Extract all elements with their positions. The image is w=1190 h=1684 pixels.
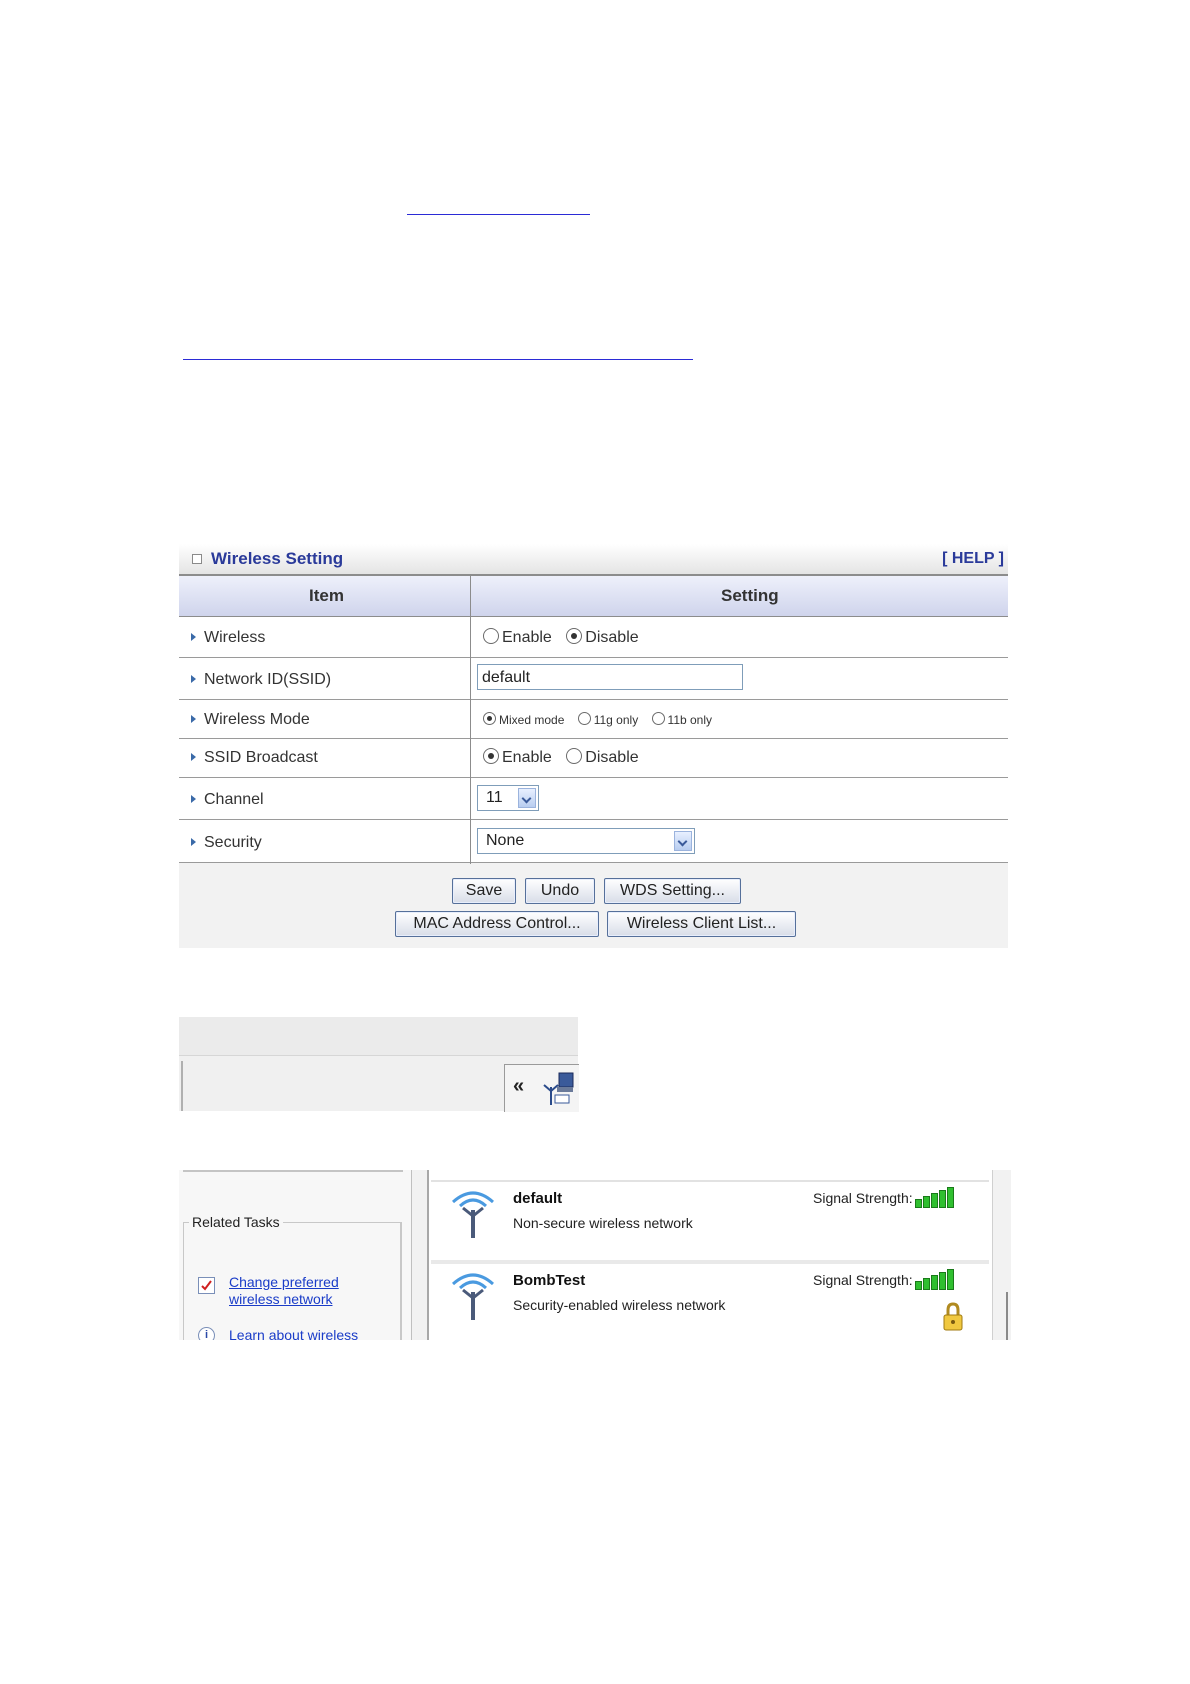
link-underline-2[interactable] (183, 359, 693, 360)
taskbar-strip (179, 1017, 578, 1111)
link-underline-1[interactable] (407, 214, 590, 215)
signal-strength-icon (915, 1188, 955, 1208)
chevron-down-icon[interactable] (674, 831, 692, 851)
wireless-enable-option[interactable] (483, 629, 552, 646)
option-label: 11g only (593, 713, 639, 727)
triangle-bullet-icon (191, 753, 196, 761)
ssid-input[interactable]: default (477, 664, 743, 690)
radio-button-icon[interactable] (483, 628, 499, 644)
wireless-setting-panel (179, 544, 1008, 948)
table-row-channel (179, 778, 1008, 820)
channel-select[interactable] (477, 785, 539, 811)
option-label: 11b only (667, 713, 713, 727)
radio-button-selected-icon[interactable] (483, 712, 496, 725)
wireless-disable-option[interactable] (566, 629, 638, 646)
signal-bar (923, 1278, 930, 1290)
network-item-default[interactable] (431, 1180, 989, 1258)
option-label: Disable (585, 629, 639, 646)
table-header (179, 576, 1008, 617)
column-header-setting: Setting (721, 586, 779, 605)
wireless-antenna-icon (445, 1266, 501, 1322)
table-row-ssid-broadcast (179, 739, 1008, 778)
row-label-ssid (191, 671, 331, 689)
row-label-wireless-mode (191, 711, 310, 729)
row-label-ssid-broadcast (191, 749, 318, 767)
triangle-bullet-icon (191, 633, 196, 641)
wireless-radio-group (483, 628, 649, 647)
checklist-icon (198, 1277, 215, 1294)
network-name: default (513, 1190, 563, 1207)
available-networks-list (427, 1170, 1011, 1340)
related-tasks-pane (179, 1170, 411, 1340)
square-bullet-icon (192, 554, 202, 564)
triangle-bullet-icon (191, 675, 196, 683)
lock-icon (943, 1302, 963, 1332)
triangle-bullet-icon (191, 715, 196, 723)
triangle-bullet-icon (191, 795, 196, 803)
related-tasks-title: Related Tasks (189, 1214, 283, 1230)
option-label: Enable (502, 749, 552, 766)
signal-bar (947, 1187, 954, 1208)
info-icon: i (198, 1327, 215, 1340)
change-preferred-network-link[interactable] (229, 1274, 339, 1308)
mode-11g-option[interactable] (578, 713, 638, 727)
signal-bar (931, 1275, 938, 1290)
signal-strength-label: Signal Strength: (813, 1272, 913, 1288)
table-row-wireless (179, 617, 1008, 658)
selected-value: 11 (486, 789, 503, 806)
network-description: Non-secure wireless network (513, 1215, 693, 1231)
radio-button-selected-icon[interactable] (566, 628, 582, 644)
signal-bar (915, 1199, 922, 1208)
row-label-channel (191, 791, 264, 809)
row-label-wireless (191, 629, 265, 647)
label-text: Wireless Mode (204, 711, 310, 728)
wireless-network-connection-panel (179, 1170, 1011, 1340)
taskbar-edge (181, 1061, 183, 1111)
option-label: Mixed mode (499, 713, 565, 727)
security-select[interactable] (477, 828, 695, 854)
pane-divider (183, 1170, 403, 1172)
network-name: BombTest (513, 1272, 586, 1289)
label-text: Security (204, 834, 262, 851)
selected-value: None (486, 832, 525, 849)
panel-title: Wireless Setting (211, 549, 344, 568)
signal-strength-label: Signal Strength: (813, 1190, 913, 1206)
network-description: Security-enabled wireless network (513, 1297, 726, 1313)
label-text: Wireless (204, 629, 266, 646)
label-text: Network ID(SSID) (204, 671, 332, 688)
panel-titlebar (179, 544, 1008, 576)
triangle-bullet-icon (191, 838, 196, 846)
link-line[interactable]: wireless network (229, 1291, 333, 1307)
label-text: SSID Broadcast (204, 749, 318, 766)
signal-bar (947, 1269, 954, 1290)
broadcast-disable-option[interactable] (566, 749, 638, 766)
show-hidden-icons-chevron[interactable]: « (513, 1075, 525, 1097)
wireless-network-icon[interactable] (539, 1071, 575, 1107)
row-label-security (191, 834, 262, 852)
signal-strength-icon (915, 1270, 955, 1290)
learn-about-wireless-link[interactable]: Learn about wireless (229, 1327, 359, 1340)
taskbar-top-band (179, 1017, 578, 1056)
wds-setting-button[interactable]: WDS Setting... (604, 878, 741, 904)
signal-bar (939, 1272, 946, 1290)
option-label: Enable (502, 629, 552, 646)
mode-11b-option[interactable] (652, 713, 712, 727)
radio-button-selected-icon[interactable] (483, 748, 499, 764)
pane-splitter[interactable] (411, 1170, 428, 1340)
wireless-client-list-button[interactable]: Wireless Client List... (607, 911, 796, 937)
signal-bar (915, 1281, 922, 1290)
radio-button-icon[interactable] (578, 712, 591, 725)
radio-button-icon[interactable] (566, 748, 582, 764)
mode-mixed-option[interactable] (483, 713, 564, 727)
option-label: Disable (585, 749, 639, 766)
column-divider (470, 576, 471, 864)
wireless-antenna-icon (445, 1184, 501, 1240)
signal-bar (931, 1193, 938, 1208)
radio-button-icon[interactable] (652, 712, 665, 725)
table-row-security (179, 820, 1008, 863)
broadcast-enable-option[interactable] (483, 749, 552, 766)
ssid-broadcast-radio-group (483, 748, 649, 767)
table-row-wireless-mode (179, 700, 1008, 739)
chevron-down-icon[interactable] (518, 788, 536, 808)
column-header-item: Item (309, 586, 344, 605)
save-button[interactable]: Save (452, 878, 516, 904)
link-line[interactable]: Change preferred (229, 1274, 339, 1290)
table-row-ssid (179, 658, 1008, 700)
scrollbar-thumb[interactable] (1006, 1292, 1008, 1340)
signal-bar (939, 1190, 946, 1208)
system-tray (504, 1064, 579, 1112)
label-text: Channel (204, 791, 264, 808)
mac-address-control-button[interactable]: MAC Address Control... (395, 911, 599, 937)
signal-bar (923, 1196, 930, 1208)
wireless-mode-radio-group (483, 712, 722, 727)
vertical-scrollbar[interactable] (992, 1170, 1011, 1340)
network-item-bombtest[interactable] (431, 1260, 989, 1340)
help-link[interactable]: [ HELP ] (942, 550, 1004, 567)
undo-button[interactable]: Undo (525, 878, 595, 904)
